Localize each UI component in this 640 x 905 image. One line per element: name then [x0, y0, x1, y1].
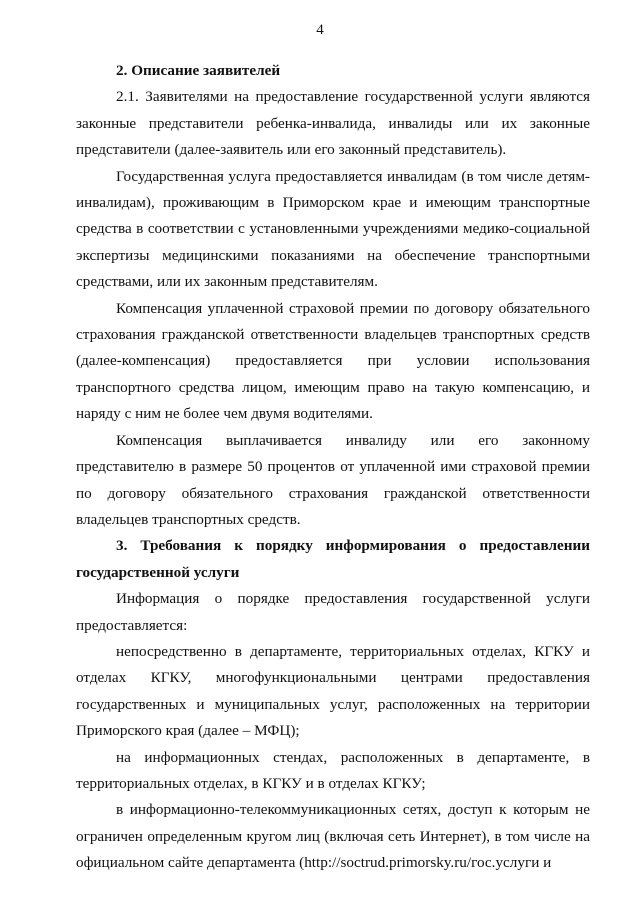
- paragraph-3-4: в информационно-телекоммуникационных сетях, доступ к которым не ограничен определенным кругом лиц (включая сеть Интернет), в том числе на официальном сайте департамента (http://soctrud.primorsky.ru/гос.услуги и: [76, 801, 590, 872]
- paragraph-2-2: Государственная услуга предоставляется инвалидам (в том числе детям-инвалидам), проживающим в Приморском крае и имеющим транспортные средства в соответствии с установленными учреждениями медико-социальной экспертизы медицинскими показаниями на обеспечение транспортными средствами, или их законным представителям.: [76, 167, 590, 291]
- document-body: [76, 58, 590, 877]
- paragraph-3-3: на информационных стендах, расположенных в департаменте, в территориальных отделах, в КГКУ и в отделах КГКУ;: [76, 748, 590, 792]
- section-3-heading: 3. Требования к порядку информирования о предоставлении государственной услуги: [76, 537, 590, 581]
- paragraph-2-1: 2.1. Заявителями на предоставление государственной услуги являются законные представители ребенка-инвалида, инвалиды или их законные представители (далее-заявитель или его законный представитель).: [76, 88, 590, 159]
- paragraph-3-2: непосредственно в департаменте, территориальных отделах, КГКУ и отделах КГКУ, многофункциональными центрами предоставления государственных и муниципальных услуг, расположенных на территории Приморского края (далее – МФЦ);: [76, 642, 590, 740]
- section-2-heading: 2. Описание заявителей: [116, 62, 281, 79]
- paragraph-2-4: Компенсация выплачивается инвалиду или его законному представителю в размере 50 процентов от уплаченной ими страховой премии по договору обязательного страхования гражданской ответственности владельцев транспортных средств.: [76, 431, 590, 528]
- paragraph-2-3: Компенсация уплаченной страховой премии по договору обязательного страхования гражданской ответственности владельцев транспортных средств (далее-компенсация) предоставляется при условии использования транспортного средства лицом, имеющим право на такую компенсацию, и наряду с ним не более чем двумя водителями.: [76, 299, 590, 423]
- page-number: 4: [316, 22, 324, 38]
- paragraph-3-1: Информация о порядке предоставления государственной услуги предоставляется:: [76, 590, 590, 634]
